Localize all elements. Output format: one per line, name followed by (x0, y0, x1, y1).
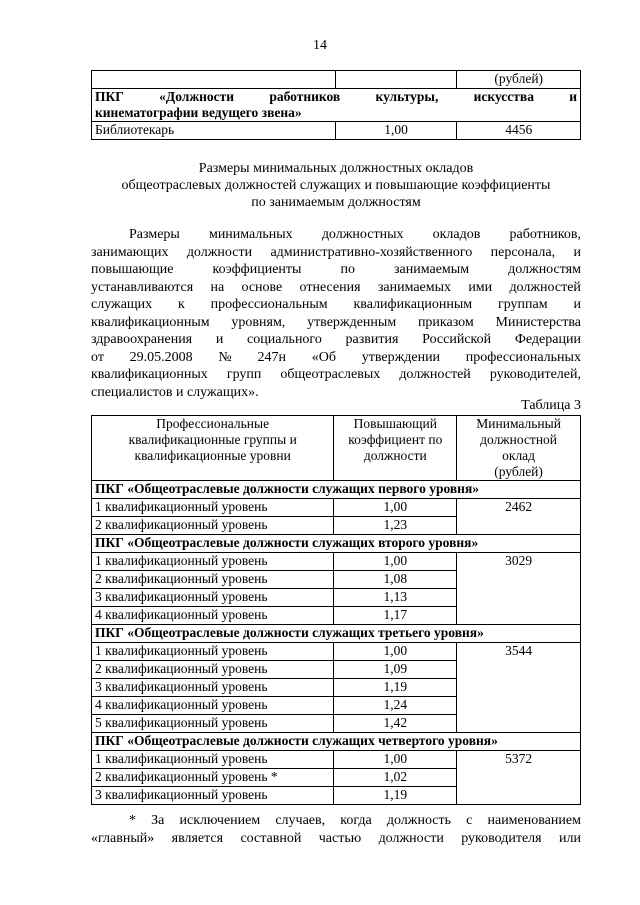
level-name: 2 квалификационный уровень (92, 661, 334, 679)
word: от (91, 349, 104, 365)
group-title-line2: кинематографии ведущего звена» (95, 105, 302, 120)
word: должностей (509, 279, 581, 295)
salary-table-top (91, 70, 581, 140)
salary-value: 2462 (457, 499, 581, 535)
header-line: Минимальный (476, 416, 561, 431)
word: когда (340, 813, 372, 828)
page-number: 14 (313, 38, 327, 53)
word: искусства (473, 89, 534, 104)
word: служащих (91, 297, 153, 312)
word: квалификационным (353, 297, 473, 312)
word: групп (226, 367, 262, 382)
word: ими (468, 279, 493, 295)
word: должности (186, 244, 253, 260)
table-row (92, 499, 581, 517)
coefficient-value: 1,02 (334, 769, 457, 787)
word: общеотраслевых (280, 367, 381, 382)
paragraph-line (91, 366, 581, 384)
word: составной (240, 831, 302, 846)
footnote-line2 (91, 830, 581, 848)
word: занимающих (91, 244, 169, 260)
paragraph-line (91, 331, 581, 349)
group-title: ПКГ «Общеотраслевые должности служащих четвертого уровня» (92, 733, 581, 751)
word: и (573, 244, 581, 260)
header-line: должности (363, 448, 427, 463)
level-name: 4 квалификационный уровень (92, 607, 334, 625)
coefficient-value: 1,13 (334, 589, 457, 607)
group-title: ПКГ «Общеотраслевые должности служащих третьего уровня» (92, 625, 581, 643)
body-paragraph (91, 226, 581, 401)
coefficient-value: 1,00 (334, 751, 457, 769)
word: является (171, 831, 224, 846)
table-label: Таблица 3 (521, 398, 581, 413)
word: руководителя (461, 831, 542, 846)
coefficient-value: 1,19 (334, 787, 457, 805)
word: приказом (417, 314, 474, 330)
table-row (92, 751, 581, 769)
word: должности (378, 831, 444, 846)
word: к (178, 297, 185, 312)
word: основе (241, 279, 283, 295)
level-name: 1 квалификационный уровень (92, 553, 334, 571)
salary-value: 3029 (457, 553, 581, 625)
group-title: ПКГ «Общеотраслевые должности служащих первого уровня» (92, 481, 581, 499)
word: квалификационным (91, 314, 210, 330)
word: или (559, 831, 581, 846)
salary-value: 3544 (457, 643, 581, 733)
coefficient-value: 1,00 (334, 643, 457, 661)
section-heading (91, 160, 581, 211)
level-name: 2 квалификационный уровень * (92, 769, 334, 787)
paragraph-line (91, 314, 581, 332)
group-title-line1 (95, 89, 577, 105)
word: ПКГ (95, 89, 124, 104)
word: Российской (422, 332, 492, 347)
coefficient-value: 1,00 (335, 122, 457, 140)
level-name: 1 квалификационный уровень (92, 499, 334, 517)
paragraph-line (91, 296, 581, 314)
word: социального (247, 332, 322, 347)
paragraph-line (91, 349, 581, 367)
word: Федерации (514, 332, 581, 347)
level-name: 5 квалификационный уровень (92, 715, 334, 733)
word: развития (345, 332, 399, 347)
word: персонала, (490, 244, 556, 260)
coefficient-value: 1,08 (334, 571, 457, 589)
word: квалификационных (91, 367, 208, 382)
level-name: 3 квалификационный уровень (92, 679, 334, 697)
header-line: оклад (502, 448, 536, 463)
word: № (218, 349, 232, 365)
header-line: (рублей) (494, 464, 543, 479)
header-line: должностной (480, 432, 558, 447)
word: работников (269, 89, 341, 104)
coefficient-value: 1,00 (334, 499, 457, 517)
word: должностных (321, 227, 404, 242)
header-min-salary (457, 416, 581, 481)
footnote (91, 812, 581, 848)
word: на (210, 279, 225, 295)
coefficient-value: 1,00 (334, 553, 457, 571)
word: коэффициенты (212, 262, 302, 277)
paragraph-line (91, 244, 581, 262)
word: «главный» (91, 831, 155, 846)
word: Министерства (495, 314, 581, 330)
level-name: 3 квалификационный уровень (92, 589, 334, 607)
level-name: 2 квалификационный уровень (92, 517, 334, 535)
word: с (466, 813, 473, 828)
heading-line: по занимаемым должностям (251, 195, 421, 210)
coefficient-value: 1,19 (334, 679, 457, 697)
word: «Об (311, 349, 336, 365)
word: случаев, (275, 813, 326, 828)
table-row (92, 553, 581, 571)
word: и (569, 89, 577, 104)
header-coefficient (334, 416, 457, 481)
word: уровням, (231, 314, 286, 330)
salary-value: 4456 (457, 122, 581, 140)
word: утверждении (361, 349, 441, 365)
paragraph-line (91, 384, 581, 402)
word: устанавливаются (91, 279, 194, 295)
word: административно-хозяйственного (270, 244, 473, 260)
level-name: 2 квалификационный уровень (92, 571, 334, 589)
word: повышающие (91, 262, 174, 277)
word: профессиональным (210, 297, 328, 312)
level-name: 4 квалификационный уровень (92, 697, 334, 715)
header-line: коэффициент по (348, 432, 443, 447)
word: минимальных (208, 227, 293, 242)
paragraph-line (91, 279, 581, 297)
word: здравоохранения (91, 332, 193, 347)
word: «Должности (159, 89, 235, 104)
unit-cell: (рублей) (457, 71, 581, 89)
salary-value: 5372 (457, 751, 581, 805)
coefficient-value: 1,42 (334, 715, 457, 733)
word: должностям (508, 262, 581, 277)
empty-cell (335, 71, 457, 89)
paragraph-line (91, 226, 581, 244)
word: и (215, 332, 224, 347)
position-name: Библиотекарь (92, 122, 336, 140)
word: руководителей, (489, 367, 581, 382)
salary-table-3 (91, 415, 581, 805)
word: частью (318, 831, 362, 846)
word: отнесения (299, 279, 361, 295)
word: исключением (179, 813, 261, 828)
empty-cell (92, 71, 336, 89)
coefficient-value: 1,17 (334, 607, 457, 625)
header-qualification-groups (92, 416, 334, 481)
footnote-line1 (91, 812, 581, 830)
word: профессиональных (465, 349, 581, 365)
word: * (129, 813, 136, 828)
word: занимаемых (377, 279, 452, 295)
level-name: 1 квалификационный уровень (92, 643, 334, 661)
word: наименованием (487, 813, 581, 828)
word: занимаемым (394, 262, 470, 277)
word: культуры, (375, 89, 439, 104)
word: по (340, 262, 355, 277)
heading-line: общеотраслевых должностей служащих и повышающие коэффициенты (121, 178, 551, 193)
level-name: 3 квалификационный уровень (92, 787, 334, 805)
paragraph-line (91, 261, 581, 279)
coefficient-value: 1,09 (334, 661, 457, 679)
coefficient-value: 1,23 (334, 517, 457, 535)
word: специалистов и служащих». (91, 384, 259, 400)
header-line: Профессиональные (156, 416, 270, 431)
word: должность (386, 813, 452, 828)
word: утвержденным (307, 314, 397, 330)
group-title: ПКГ «Общеотраслевые должности служащих второго уровня» (92, 535, 581, 553)
word: 247н (257, 349, 286, 365)
coefficient-value: 1,24 (334, 697, 457, 715)
heading-line: Размеры минимальных должностных окладов (198, 161, 474, 176)
word: и (573, 297, 581, 312)
word: группам (497, 297, 548, 312)
header-line: квалификационные группы и (128, 432, 297, 447)
word: должностей (399, 367, 471, 382)
word: Размеры (129, 227, 180, 242)
level-name: 1 квалификационный уровень (92, 751, 334, 769)
header-line: Повышающий (353, 416, 437, 431)
header-line: квалификационные уровни (134, 448, 291, 463)
word: 29.05.2008 (129, 349, 193, 365)
word: работников, (509, 227, 581, 242)
group-title (92, 89, 581, 122)
word: окладов (432, 227, 481, 242)
word: За (151, 813, 165, 828)
table-row (92, 643, 581, 661)
